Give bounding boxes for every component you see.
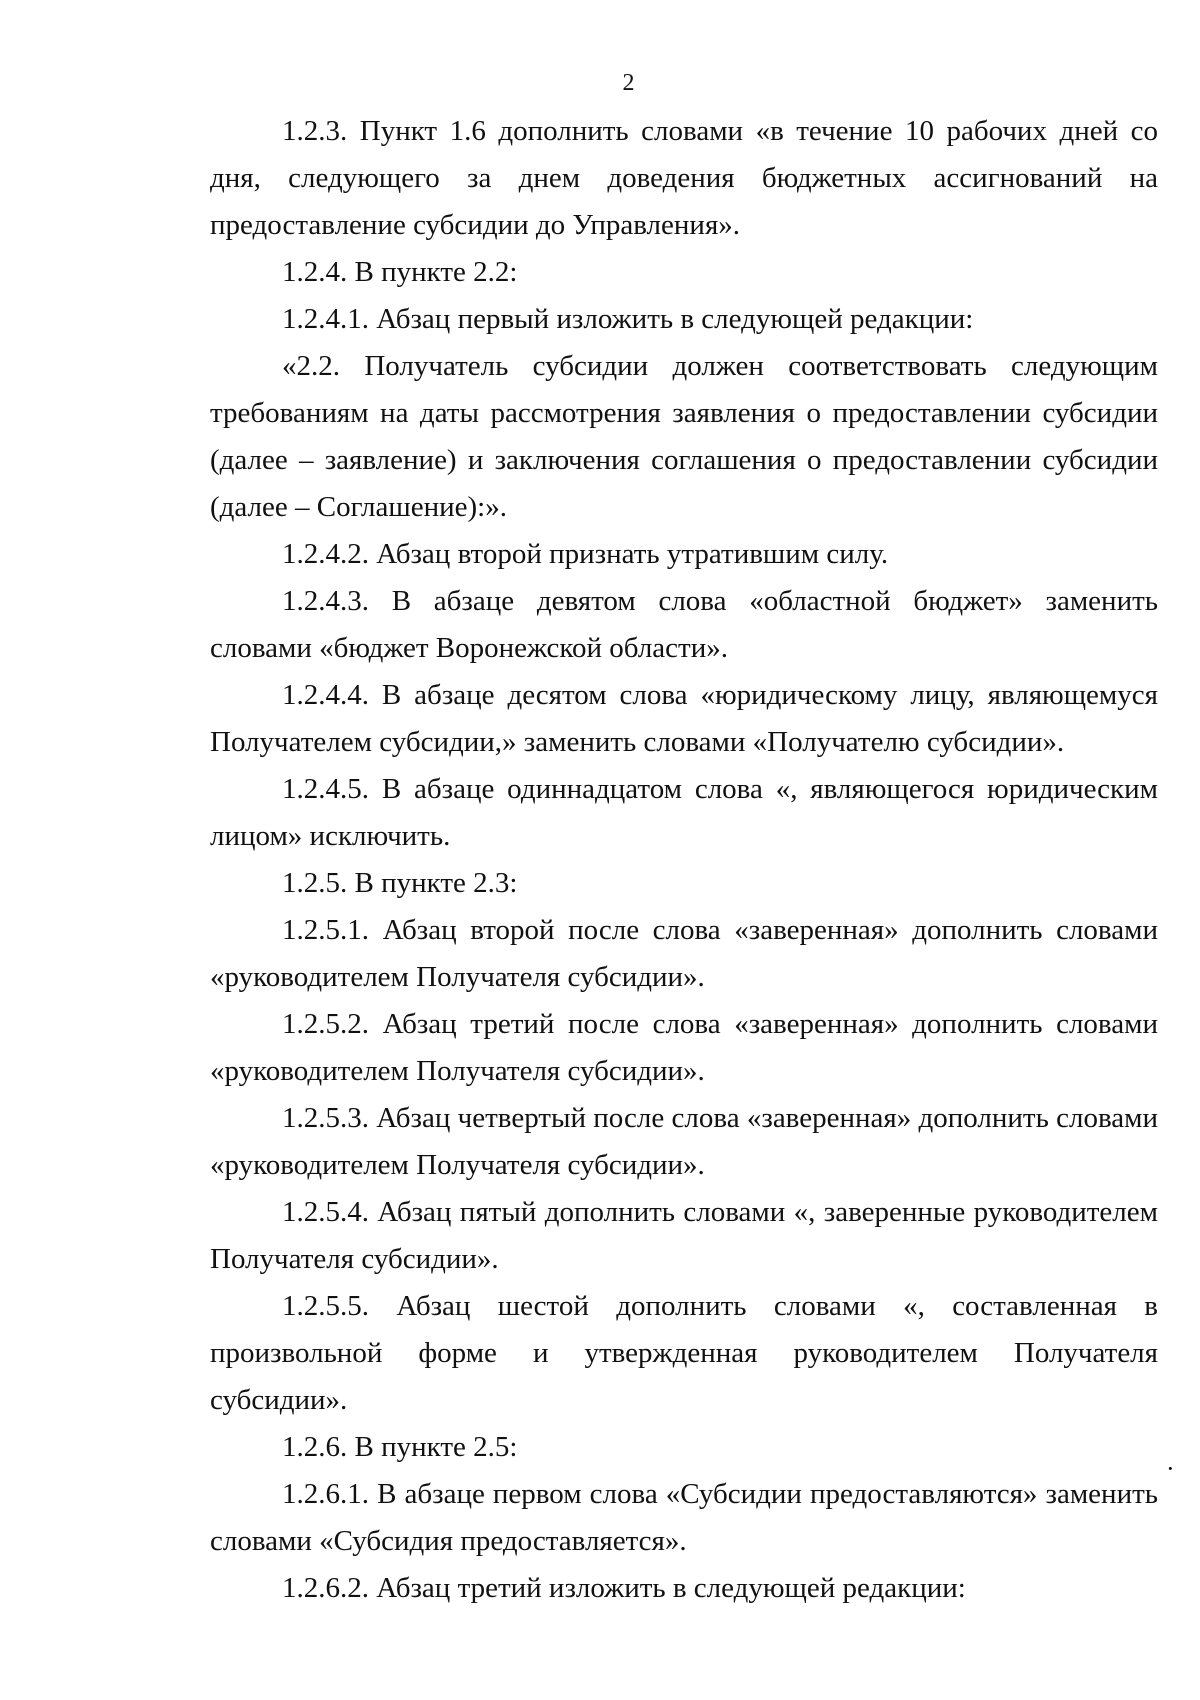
paragraph-1-2-4-2: 1.2.4.2. Абзац второй признать утратившим силу. <box>282 538 889 570</box>
paragraph-1-2-4-5: 1.2.4.5. В абзаце одиннадцатом слова «, являющегося юридическим лицом» исключить. <box>210 773 1158 852</box>
paragraph-1-2-4-3: 1.2.4.3. В абзаце девятом слова «областной бюджет» заменить словами «бюджет Воронежской области». <box>210 585 1158 664</box>
paragraph-1-2-3: 1.2.3. Пункт 1.6 дополнить словами «в течение 10 рабочих дней со дня, следующего за днем доведения бюджетных ассигнований на предоставление субсидии до Управления». <box>210 115 1158 241</box>
paragraph-1-2-5-2: 1.2.5.2. Абзац третий после слова «заверенная» дополнить словами «руководителем Получателя субсидии». <box>210 1008 1158 1087</box>
document-body <box>210 108 1158 1612</box>
paragraph-1-2-6-1: 1.2.6.1. В абзаце первом слова «Субсидии предоставляются» заменить словами «Субсидия предоставляется». <box>210 1478 1158 1557</box>
paragraph-1-2-4-4: 1.2.4.4. В абзаце десятом слова «юридическому лицу, являющемуся Получателем субсидии,» заменить словами «Получателю субсидии». <box>210 679 1158 758</box>
paragraph-1-2-5: 1.2.5. В пункте 2.3: <box>282 867 518 899</box>
paragraph-1-2-4: 1.2.4. В пункте 2.2: <box>282 256 518 288</box>
page-number: 2 <box>622 70 635 96</box>
paragraph-1-2-4-1: 1.2.4.1. Абзац первый изложить в следующей редакции: <box>282 303 974 335</box>
paragraph-1-2-6: 1.2.6. В пункте 2.5: <box>282 1431 518 1463</box>
margin-dot-mark: · <box>1166 1454 1175 1483</box>
paragraph-1-2-5-1: 1.2.5.1. Абзац второй после слова «заверенная» дополнить словами «руководителем Получателя субсидии». <box>210 914 1158 993</box>
paragraph-1-2-5-4: 1.2.5.4. Абзац пятый дополнить словами «, заверенные руководителем Получателя субсидии». <box>210 1196 1158 1275</box>
paragraph-1-2-5-3: 1.2.5.3. Абзац четвертый после слова «заверенная» дополнить словами «руководителем Получателя субсидии». <box>210 1102 1158 1181</box>
paragraph-quote-2-2: «2.2. Получатель субсидии должен соответствовать следующим требованиям на даты рассмотрения заявления о предоставлении субсидии (далее – заявление) и заключения соглашения о предоставлении субсидии (далее – Соглашение):». <box>210 350 1158 523</box>
paragraph-1-2-5-5: 1.2.5.5. Абзац шестой дополнить словами «, составленная в произвольной форме и утвержденная руководителем Получателя субсидии». <box>210 1290 1158 1416</box>
paragraph-1-2-6-2: 1.2.6.2. Абзац третий изложить в следующей редакции: <box>282 1572 966 1604</box>
